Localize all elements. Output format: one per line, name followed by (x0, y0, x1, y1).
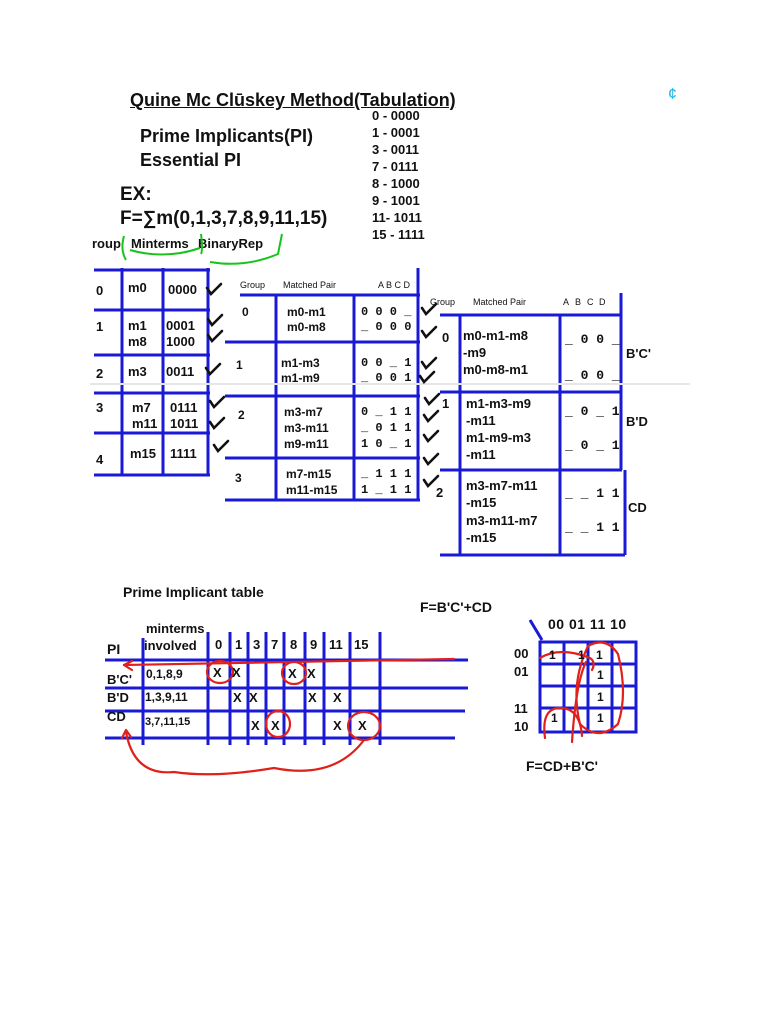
pi-mark: X (288, 666, 297, 681)
pi-col-15: 15 (354, 637, 369, 652)
table2-row-abcd: 0 0 0 _ (361, 305, 412, 319)
table2-row-pair: m3-m7 (284, 405, 323, 419)
table1-header-binaryrep: BinaryRep (198, 236, 264, 251)
pi-mark: X (271, 718, 280, 733)
example-function: F=∑m(0,1,3,7,8,9,11,15) (120, 208, 328, 229)
table3-header-b: B (575, 297, 582, 307)
pi-col-1: 1 (235, 637, 243, 652)
table2-row-pair: m0-m1 (287, 305, 326, 319)
table1-header-group: roup (92, 236, 121, 251)
pi-table-header-pi: PI (107, 641, 121, 657)
table2-row-abcd: _ 0 1 1 (361, 421, 412, 435)
kmap-cell-one: 1 (551, 711, 558, 725)
table2-row-group: 0 (242, 305, 249, 319)
table1-row-group: 1 (96, 319, 104, 334)
table1-row-binary: 1000 (166, 334, 195, 349)
pi-row-involved: 1,3,9,11 (145, 690, 188, 704)
table2-row-abcd: 0 _ 1 1 (361, 405, 412, 419)
table2-row-abcd: 1 0 _ 1 (361, 437, 412, 451)
table3-row-line: -m9 (463, 345, 487, 360)
table3-row-line: -m11 (466, 413, 496, 428)
table3-row-line: -m15 (466, 530, 497, 545)
table2-row-pair: m9-m11 (284, 437, 329, 451)
binary-item: 15 - 1111 (372, 227, 425, 242)
table3-row-line: m0-m8-m1 (463, 362, 529, 377)
table3-row-abcd: _ _ 1 1 (565, 520, 620, 535)
table2-row-pair: m11-m15 (286, 483, 338, 497)
table3-row-line: -m15 (466, 495, 497, 510)
table2-row-abcd: _ 0 0 0 (361, 320, 412, 334)
table2-header-group: Group (240, 280, 266, 290)
table2-header-abcd: A B C D (378, 280, 411, 290)
binary-item: 3 - 0011 (372, 142, 419, 157)
table2-row-abcd: _ 0 0 1 (361, 371, 412, 385)
pi-col-9: 9 (310, 637, 318, 652)
concept-prime-implicants: Prime Implicants(PI) (140, 126, 314, 146)
kmap-row-label: 11 (514, 701, 528, 716)
table2-row-pair: m3-m11 (284, 421, 329, 435)
table2-row-abcd: 0 0 _ 1 (361, 356, 412, 370)
kmap-row-label: 10 (514, 719, 529, 734)
table1-row-minterm: m7 (132, 400, 151, 415)
pi-col-7: 7 (271, 637, 279, 652)
table2-row-group: 1 (236, 358, 243, 372)
pi-mark: X (249, 690, 258, 705)
pi-col-8: 8 (290, 637, 298, 652)
pi-col-0: 0 (215, 637, 223, 652)
kmap-cell-one: 1 (549, 648, 556, 662)
binary-item: 11- 1011 (372, 210, 422, 225)
table3-row-group: 1 (442, 396, 450, 411)
table3-row-line: m1-m3-m9 (466, 396, 532, 411)
table3-row-group: 0 (442, 330, 450, 345)
table1-row-minterm: m0 (128, 280, 147, 295)
table3-row-abcd: _ 0 _ 1 (565, 438, 620, 453)
table3-row-line: m1-m9-m3 (466, 430, 532, 445)
table2-header-matched-pair: Matched Pair (283, 280, 337, 290)
table1-row-group: 2 (96, 366, 104, 381)
table2-row-pair: m1-m9 (281, 371, 320, 385)
table1-row-binary: 0001 (166, 318, 195, 333)
kmap-cell-one: 1 (596, 648, 603, 662)
table1-row-binary: 0000 (168, 282, 197, 297)
pi-table-header-minterms: minterms (146, 621, 205, 636)
table1-row-minterm: m1 (128, 318, 147, 333)
table3-header-group: Group (430, 297, 456, 307)
kmap-cell-one: 1 (597, 690, 604, 704)
pi-mark: X (333, 690, 342, 705)
kmap-row-label: 00 (514, 646, 529, 661)
kmap-cell-one: 1 (597, 711, 604, 725)
table3-row-result: B'C' (626, 346, 651, 361)
kmap-cell-one: 1 (597, 668, 604, 682)
table3-header-c: C (587, 297, 594, 307)
binary-item: 7 - 0111 (372, 159, 419, 174)
pi-mark: X (232, 665, 241, 680)
green-underlines (122, 234, 282, 264)
table3-header-matched-pair: Matched Pair (473, 297, 527, 307)
pi-row-label: B'C' (107, 672, 132, 687)
table3-row-group: 2 (436, 485, 444, 500)
table2-row-abcd: 1 _ 1 1 (361, 483, 412, 497)
table1-row-binary: 0111 (170, 400, 198, 415)
pi-mark: X (213, 665, 222, 680)
table2-row-pair: m0-m8 (287, 320, 326, 334)
table3-row-abcd: _ 0 0 _ (565, 368, 620, 383)
kmap-function-top: F=B'C'+CD (420, 599, 493, 615)
pi-mark: X (358, 718, 367, 733)
table3-row-abcd: _ 0 0 _ (565, 332, 620, 347)
table1-row-minterm: m8 (128, 334, 147, 349)
binary-item: 9 - 1001 (372, 193, 420, 208)
page-title: Quine Mc Clūskey Method(Tabulation) (130, 90, 456, 110)
table3-header-a: A (563, 297, 570, 307)
table3-header-d: D (599, 297, 606, 307)
concept-essential-pi: Essential PI (140, 150, 242, 170)
table3-row-result: CD (628, 500, 647, 515)
pi-row-involved: 0,1,8,9 (146, 667, 183, 681)
pi-col-11: 11 (329, 637, 343, 652)
table1-row-minterm: m3 (128, 364, 147, 379)
table2-row-abcd: _ 1 1 1 (361, 467, 412, 481)
kmap-row-label: 01 (514, 664, 529, 679)
table3-row-line: m3-m7-m11 (466, 478, 538, 493)
table1-header-minterms: Minterms (131, 236, 189, 251)
example-label: EX: (120, 184, 152, 205)
table3-row-abcd: _ 0 _ 1 (565, 404, 620, 419)
pi-mark: X (333, 718, 342, 733)
corner-mark: ¢ (668, 86, 677, 103)
table1-row-group: 0 (96, 283, 104, 298)
pi-mark: X (251, 718, 260, 733)
pi-row-label: B'D (107, 690, 129, 705)
table1-row-binary: 1111 (170, 446, 197, 461)
table2-row-group: 2 (238, 408, 245, 422)
binary-item: 0 - 0000 (372, 108, 420, 123)
binary-item: 1 - 0001 (372, 125, 420, 140)
kmap-cell-one: 1 (578, 648, 585, 662)
table3-row-line: -m11 (466, 447, 496, 462)
table2-row-pair: m7-m15 (286, 467, 332, 481)
pi-mark: X (233, 690, 242, 705)
table1-row-minterm: m15 (130, 446, 157, 461)
table1-row-group: 4 (96, 452, 104, 467)
pi-mark: X (308, 690, 317, 705)
pi-row-label: CD (107, 709, 126, 724)
table2-row-pair: m1-m3 (281, 356, 320, 370)
kmap-function-bottom: F=CD+B'C' (526, 758, 599, 774)
table1-row-group: 3 (96, 400, 104, 415)
table2-row-group: 3 (235, 471, 242, 485)
table1-row-minterm: m11 (132, 416, 158, 431)
table3-row-line: m0-m1-m8 (463, 328, 529, 343)
pi-row-involved: 3,7,11,15 (145, 716, 191, 728)
table1-row-binary: 1011 (170, 416, 199, 431)
kmap-col-labels: 00 01 11 10 (548, 616, 627, 632)
table1-row-binary: 0011 (166, 364, 195, 379)
table3-row-abcd: _ _ 1 1 (565, 486, 620, 501)
binary-item: 8 - 1000 (372, 176, 420, 191)
pi-mark: X (307, 666, 316, 681)
pi-table-title: Prime Implicant table (123, 584, 264, 600)
table3-row-result: B'D (626, 414, 648, 429)
pi-table-header-involved: involved (144, 638, 197, 653)
pi-col-3: 3 (253, 637, 261, 652)
table3-row-line: m3-m11-m7 (466, 513, 538, 528)
